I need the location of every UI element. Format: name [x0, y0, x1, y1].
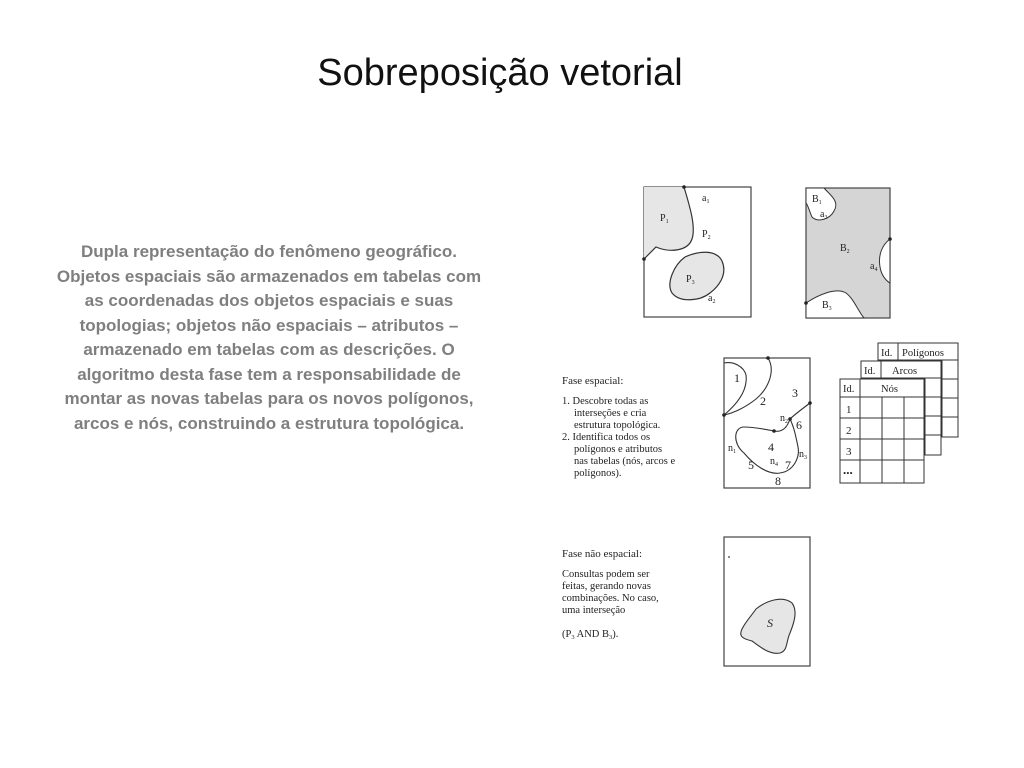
table-row-id: 1: [846, 404, 852, 416]
region-number: 3: [792, 386, 798, 400]
table-row-id: 3: [846, 446, 852, 458]
non-spatial-phase-expression: (P3 AND B3).: [562, 629, 619, 641]
non-spatial-phase-line: Consultas podem ser: [562, 569, 650, 580]
spatial-phase-line: nas tabelas (nós, arcos e: [574, 456, 676, 467]
spatial-phase-line: polígonos e atributos: [574, 444, 663, 455]
table-poligonos-id: Id.: [881, 348, 893, 359]
map-query-result: [724, 537, 810, 666]
table-nos-title: Nós: [881, 384, 898, 395]
overlay-figure: [548, 175, 978, 695]
non-spatial-phase-line: combinações. No caso,: [562, 593, 659, 604]
node-dot: [888, 237, 892, 241]
node-dot: [808, 401, 812, 405]
slide-title: Sobreposição vetorial: [317, 52, 683, 94]
label-s: S: [767, 616, 773, 630]
label-b2: $B_2$: [840, 243, 850, 255]
node-dot: [766, 356, 770, 360]
label-b3: $B_3$: [822, 300, 832, 312]
node-dot: [788, 417, 792, 421]
node-label: $n_2$: [780, 413, 788, 425]
region-number: 1: [734, 371, 740, 385]
table-row-id: ...: [843, 462, 853, 477]
region-number: 6: [796, 418, 802, 432]
non-spatial-phase-text: [562, 548, 659, 641]
node-label: $n_1$: [728, 443, 736, 455]
topology-tables: [840, 343, 958, 483]
node-dot: [804, 301, 808, 305]
node-dot: [772, 429, 776, 433]
non-spatial-phase-heading: Fase não espacial:: [562, 548, 643, 560]
label-a1: $a_1$: [702, 193, 710, 205]
label-p2: $P_2$: [702, 229, 711, 241]
non-spatial-phase-line: feitas, gerando novas: [562, 581, 651, 592]
spatial-phase-line: polígonos).: [574, 468, 622, 479]
node-dot: [682, 185, 686, 189]
node-dot: [642, 257, 646, 261]
region-number: 7: [785, 458, 791, 472]
body-paragraph: Dupla representação do fenômeno geográfico. Objetos espaciais são armazenados em tabelas com as coordenadas dos objetos espaciais e suas topologias; objetos não espaciais – atributos – armazenado em tabelas com as descrições. O algoritmo desta fase tem a responsabilidade de montar as novas tabelas para os novos polígonos, arcos e nós, construindo a estrutura topológica.: [56, 242, 482, 433]
label-p1: $P_1$: [660, 213, 669, 225]
region-number: 2: [760, 394, 766, 408]
spatial-phase-line: estrutura topológica.: [574, 420, 661, 431]
map-p-layer: [642, 185, 751, 317]
label-b1: $B_1$: [812, 194, 822, 206]
spatial-phase-line: 1. Descobre todas as: [562, 396, 649, 407]
table-arcos-id: Id.: [864, 366, 876, 377]
label-p3: $P_3$: [686, 274, 695, 286]
spatial-phase-line: interseções e cria: [574, 408, 647, 419]
node-label: $n_4$: [770, 456, 778, 468]
spatial-phase-heading: Fase espacial:: [562, 375, 624, 387]
spatial-phase-text: [562, 375, 676, 479]
label-a4: $a_4$: [870, 261, 878, 273]
speck-dot: [728, 556, 730, 558]
non-spatial-phase-line: uma interseção: [562, 605, 626, 616]
region-number: 4: [768, 440, 774, 454]
overlay-diagram: [548, 175, 978, 695]
map-overlay-result: [722, 356, 812, 488]
table-nos-id: Id.: [843, 384, 855, 395]
node-label: $n_3$: [799, 449, 807, 461]
label-a2: $a_2$: [708, 293, 716, 305]
region-number: 8: [775, 474, 781, 488]
map-b-layer: [804, 188, 892, 318]
table-arcos-title: Arcos: [892, 366, 918, 377]
spatial-phase-line: 2. Identifica todos os: [562, 432, 651, 443]
table-row-id: 2: [846, 425, 852, 437]
table-poligonos-title: Polígonos: [902, 348, 945, 359]
node-dot: [722, 413, 726, 417]
table-nos: [840, 379, 924, 483]
label-a3: $a_3$: [820, 209, 828, 221]
region-number: 5: [748, 458, 754, 472]
